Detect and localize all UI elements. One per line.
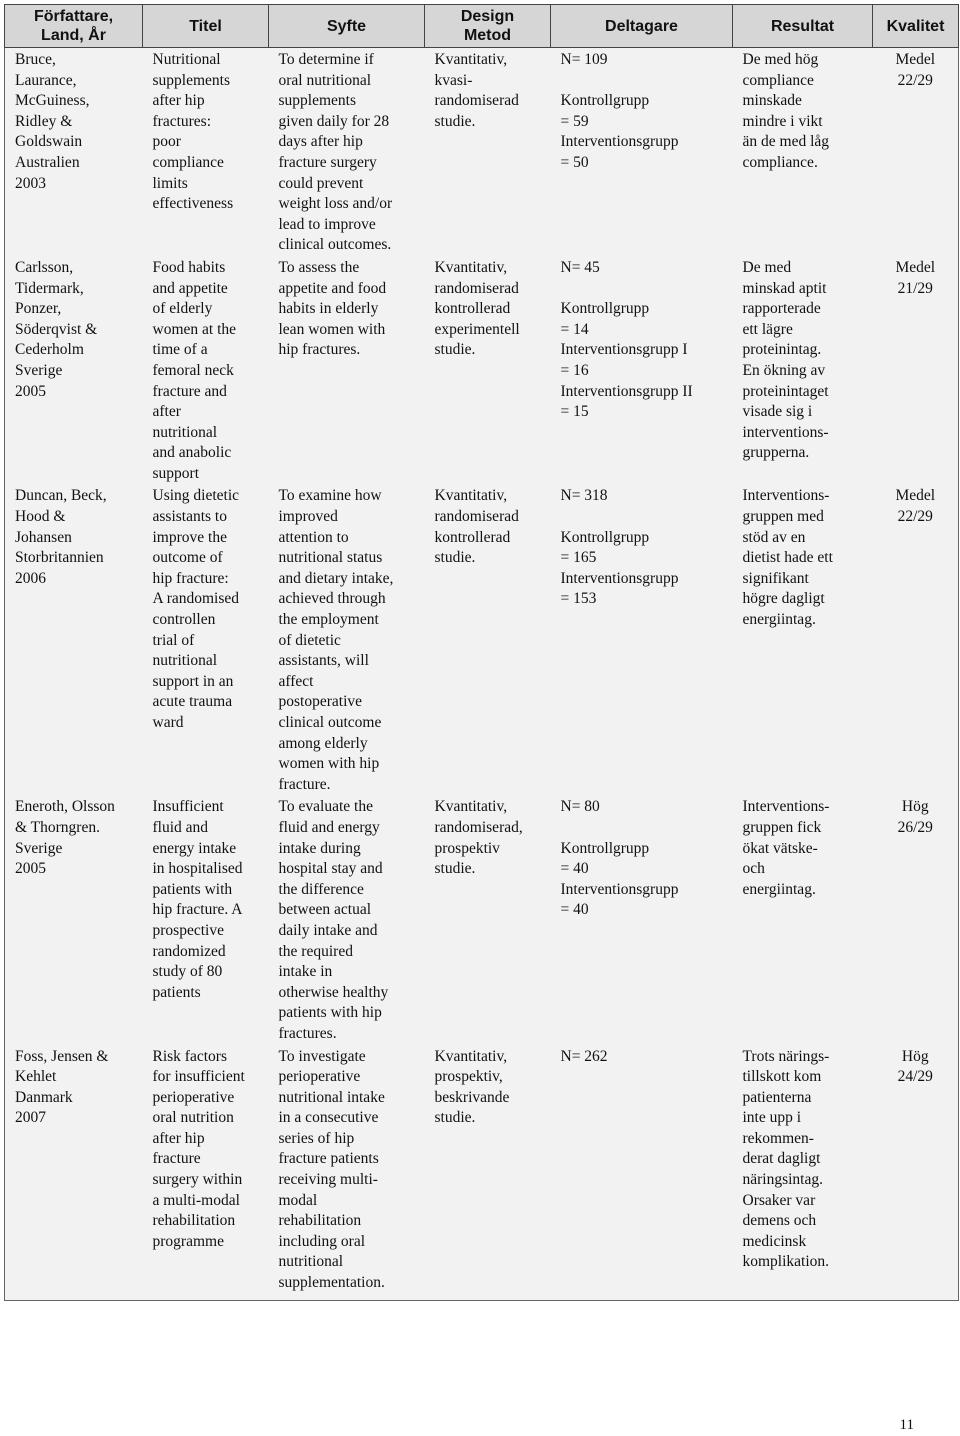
header-design: Design Metod	[425, 5, 551, 48]
cell-quality: Medel 22/29	[895, 51, 936, 89]
header-result: Resultat	[733, 5, 873, 48]
cell-quality: Medel 21/29	[895, 258, 936, 297]
cell-result: De med minskad aptit rapporterade ett lägre proteinintag. En ökning av proteinintaget visade sig i interventions- grupperna.	[742, 258, 829, 462]
cell-design: Kvantitativ, randomiserad kontrollerad experimentell studie.	[434, 258, 520, 359]
cell-design: Kvantitativ, randomiserad, prospektiv studie.	[434, 798, 523, 878]
header-aim: Syfte	[269, 5, 425, 48]
cell-authors: Foss, Jensen & Kehlet Danmark 2007	[15, 1047, 109, 1127]
header-quality: Kvalitet	[873, 5, 959, 48]
cell-result: De med hög compliance minskade mindre i vikt än de med låg compliance.	[742, 51, 830, 171]
table-row	[5, 256, 959, 485]
header-participants: Deltagare	[551, 5, 733, 48]
cell-title: Insufficient fluid and energy intake in hospitalised patients with hip fracture. A prospective randomized study of 80 patients	[152, 798, 243, 1001]
cell-participants: N= 318 Kontrollgrupp = 165 Interventionsgrupp = 153	[560, 487, 679, 608]
table-row	[5, 1045, 959, 1301]
cell-participants: N= 45 Kontrollgrupp = 14 Interventionsgrupp I = 16 Interventionsgrupp II = 15	[560, 258, 693, 421]
cell-participants: N= 109 Kontrollgrupp = 59 Interventionsgrupp = 50	[560, 51, 679, 171]
cell-result: Interventions- gruppen fick ökat vätske- och energiintag.	[742, 798, 830, 898]
cell-aim: To investigate perioperative nutritional intake in a consecutive series of hip fracture patients receiving multi- modal rehabilitation including oral nutritional supplementation.	[278, 1047, 385, 1292]
table-row	[5, 795, 959, 1044]
table-row	[5, 48, 959, 256]
cell-design: Kvantitativ, randomiserad kontrollerad studie.	[434, 487, 519, 567]
cell-authors: Bruce, Laurance, McGuiness, Ridley & Goldswain Australien 2003	[15, 51, 90, 192]
cell-title: Nutritional supplements after hip fractures: poor compliance limits effectiveness	[152, 51, 234, 213]
page-number: 11	[899, 1417, 914, 1433]
header-authors: Författare, Land, År	[5, 5, 143, 48]
cell-authors: Eneroth, Olsson & Thorngren. Sverige 2005	[15, 798, 115, 878]
table-row	[5, 484, 959, 795]
cell-design: Kvantitativ, kvasi- randomiserad studie.	[434, 51, 519, 130]
table-header-row	[5, 5, 959, 48]
cell-aim: To evaluate the fluid and energy intake during hospital stay and the difference between actual daily intake and the required intake in otherwise healthy patients with hip fractures.	[278, 798, 389, 1042]
cell-quality: Medel 22/29	[895, 487, 936, 526]
header-title: Titel	[143, 5, 269, 48]
cell-quality: Hög 24/29	[897, 1047, 933, 1086]
cell-title: Risk factors for insufficient perioperative oral nutrition after hip fracture surgery within a multi-modal rehabilitation programme	[152, 1047, 245, 1250]
cell-design: Kvantitativ, prospektiv, beskrivande studie.	[434, 1047, 510, 1127]
literature-review-table	[4, 4, 959, 1301]
cell-title: Food habits and appetite of elderly women at the time of a femoral neck fracture and after nutritional and anabolic support	[152, 258, 237, 482]
cell-aim: To examine how improved attention to nutritional status and dietary intake, achieved through the employment of dietetic assistants, will affect postoperative clinical outcome among elderly women with hip fracture.	[278, 487, 394, 793]
cell-quality: Hög 26/29	[897, 798, 933, 836]
cell-authors: Duncan, Beck, Hood & Johansen Storbritannien 2006	[15, 487, 107, 587]
cell-result: Interventions- gruppen med stöd av en dietist hade ett signifikant högre dagligt energiintag.	[742, 487, 833, 629]
cell-participants: N= 80 Kontrollgrupp = 40 Interventionsgrupp = 40	[560, 798, 679, 919]
cell-title: Using dietetic assistants to improve the outcome of hip fracture: A randomised controllen trial of nutritional support in an acute trauma ward	[152, 487, 240, 731]
cell-participants: N= 262	[560, 1047, 608, 1065]
cell-result: Trots närings- tillskott kom patienterna inte upp i rekommen- derat dagligt näringsintag. Orsaker var demens och medicinsk komplikation.	[742, 1047, 830, 1271]
cell-aim: To assess the appetite and food habits in elderly lean women with hip fractures.	[278, 258, 387, 359]
cell-authors: Carlsson, Tidermark, Ponzer, Söderqvist & Cederholm Sverige 2005	[15, 258, 98, 400]
cell-aim: To determine if oral nutritional supplements given daily for 28 days after hip fracture surgery could prevent weight loss and/or lead to improve clinical outcomes.	[278, 51, 393, 254]
